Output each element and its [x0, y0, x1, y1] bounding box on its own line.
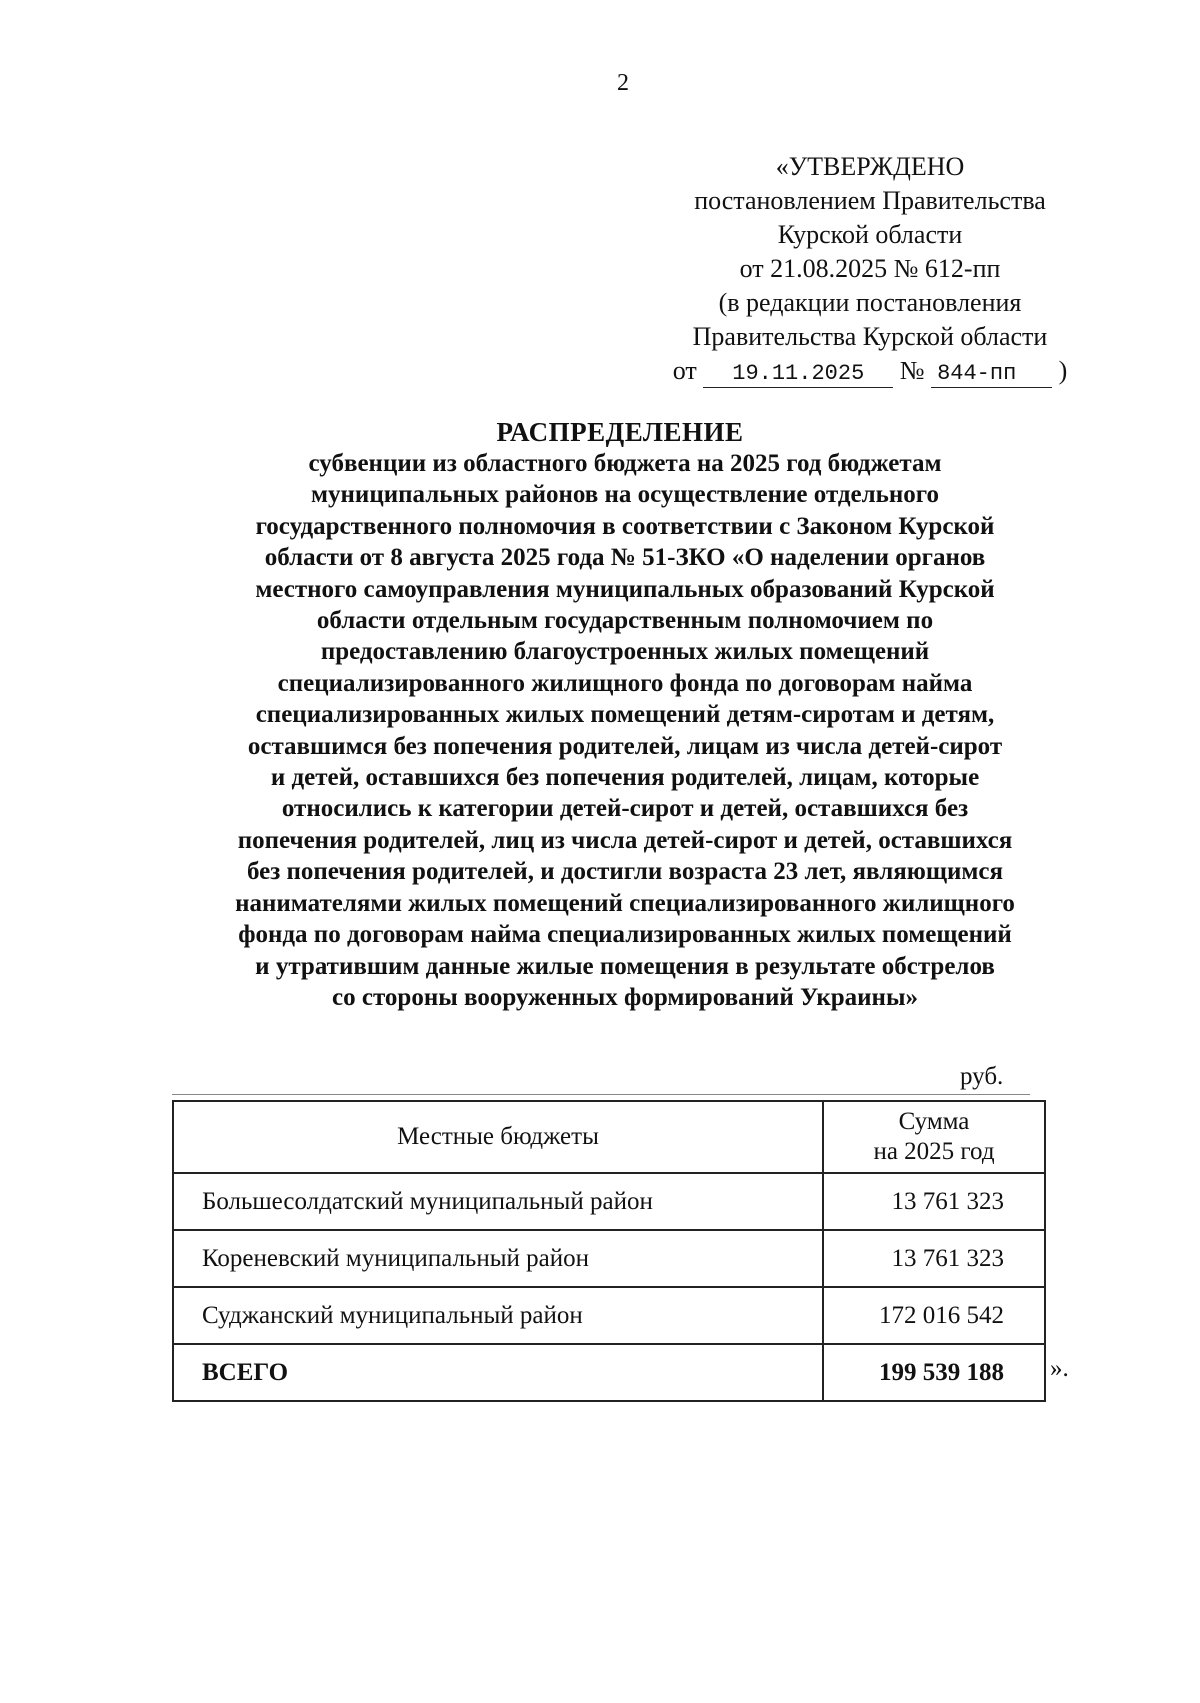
header-sum	[823, 1101, 1045, 1173]
table-row	[173, 1287, 1045, 1344]
budget-table	[172, 1100, 1046, 1402]
currency-unit: руб.	[960, 1063, 1004, 1090]
approval-amendment-line	[640, 354, 1100, 388]
subtitle-line: и детей, оставшихся без попечения родителей, лицам, которые	[270, 764, 980, 792]
amendment-number: 844-пп	[931, 361, 1052, 388]
subtitle-line: и утратившим данные жилые помещения в результате обстрелов	[255, 952, 995, 980]
number-label: №	[899, 356, 925, 385]
table-header-row	[173, 1101, 1045, 1173]
approval-line-2: постановлением Правительства	[694, 186, 1046, 215]
subtitle-line: муниципальных районов на осуществление отдельного	[310, 481, 940, 509]
subtitle-line: специализированных жилых помещений детям-сиротам и детям,	[255, 701, 995, 729]
table-row	[173, 1173, 1045, 1230]
document-subtitle	[150, 448, 1100, 1013]
subtitle-line: без попечения родителей, и достигли возраста 23 лет, являющимся	[246, 858, 1004, 886]
subtitle-line: государственного полномочия в соответствии с Законом Курской	[255, 512, 995, 540]
header-sum-line-1: Сумма	[898, 1108, 970, 1135]
approval-line-4: от 21.08.2025 № 612-пп	[739, 254, 1001, 283]
approval-line-6: Правительства Курской области	[692, 322, 1048, 351]
amendment-date: 19.11.2025	[703, 361, 893, 388]
subtitle-line: оставшимся без попечения родителей, лицам из числа детей-сирот	[247, 732, 1003, 760]
subtitle-line: специализированного жилищного фонда по договорам найма	[277, 669, 973, 697]
table-total-row	[173, 1344, 1045, 1401]
unit-divider	[172, 1094, 1030, 1095]
from-label: от	[672, 356, 697, 385]
row-name: Суджанский муниципальный район	[173, 1287, 823, 1344]
close-paren: )	[1058, 356, 1068, 385]
subtitle-line: попечения родителей, лиц из числа детей-сирот и детей, оставшихся	[237, 826, 1013, 854]
subtitle-line: нанимателями жилых помещений специализированного жилищного	[235, 889, 1015, 917]
approval-line-3: Курской области	[777, 220, 963, 249]
subtitle-line: предоставлению благоустроенных жилых помещений	[320, 638, 930, 666]
page-number: 2	[617, 70, 629, 96]
subtitle-line: фонда по договорам найма специализированных жилых помещений	[238, 921, 1012, 949]
row-sum: 13 761 323	[823, 1230, 1045, 1287]
subtitle-line: субвенции из областного бюджета на 2025 год бюджетам	[308, 450, 942, 477]
row-sum: 13 761 323	[823, 1173, 1045, 1230]
total-label: ВСЕГО	[173, 1344, 823, 1401]
approval-block	[640, 150, 1100, 388]
approval-line-5: (в редакции постановления	[718, 288, 1022, 317]
header-local-budgets: Местные бюджеты	[173, 1101, 823, 1173]
document-title: РАСПРЕДЕЛЕНИЕ	[496, 417, 744, 447]
subtitle-line: относились к категории детей-сирот и детей, оставшихся без	[281, 795, 969, 823]
header-sum-line-2: на 2025 год	[873, 1138, 995, 1165]
row-name: Кореневский муниципальный район	[173, 1230, 823, 1287]
total-sum: 199 539 188	[823, 1344, 1045, 1401]
subtitle-line: области отдельным государственным полномочием по	[316, 607, 934, 635]
closing-quote: ».	[1050, 1355, 1069, 1382]
subtitle-line: со стороны вооруженных формирований Украины»	[332, 983, 918, 1011]
subtitle-line: области от 8 августа 2025 года № 51-ЗКО «О наделении органов	[264, 544, 986, 572]
table-row	[173, 1230, 1045, 1287]
approval-line-1: «УТВЕРЖДЕНО	[775, 152, 965, 181]
subtitle-line: местного самоуправления муниципальных образований Курской	[255, 575, 995, 603]
row-sum: 172 016 542	[823, 1287, 1045, 1344]
row-name: Большесолдатский муниципальный район	[173, 1173, 823, 1230]
